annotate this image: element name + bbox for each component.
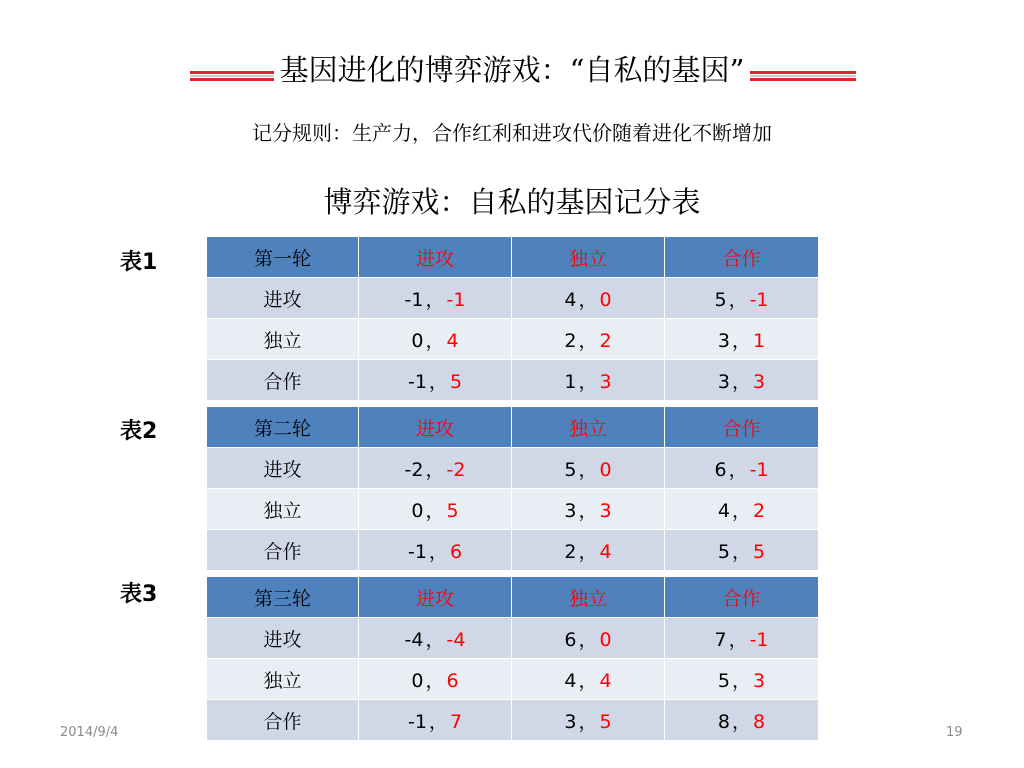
table-row bbox=[207, 278, 819, 319]
own-score: 2 bbox=[564, 329, 577, 352]
own-score: 4 bbox=[564, 288, 577, 311]
score-table-heading: 博弈游戏：自私的基因记分表 bbox=[323, 185, 701, 219]
table-row bbox=[207, 659, 819, 700]
opponent-score: 1 bbox=[753, 329, 766, 352]
opponent-score: 5 bbox=[446, 499, 459, 522]
score-cell bbox=[512, 659, 665, 700]
own-score: -1 bbox=[407, 540, 427, 563]
opponent-score: -1 bbox=[749, 628, 769, 651]
round-label: 第一轮 bbox=[207, 237, 359, 278]
footer-date: 2014/9/4 bbox=[60, 725, 119, 740]
score-separator: ， bbox=[578, 288, 598, 311]
score-cell bbox=[359, 319, 512, 360]
score-cell bbox=[359, 618, 512, 659]
table-header-row bbox=[207, 237, 819, 278]
own-score: 0 bbox=[411, 329, 424, 352]
opponent-score: 5 bbox=[449, 370, 463, 393]
column-header: 合作 bbox=[665, 577, 819, 618]
page-number: 19 bbox=[946, 725, 963, 740]
row-label: 进攻 bbox=[207, 278, 359, 319]
score-separator: ， bbox=[578, 628, 598, 651]
scoring-rule-subtitle: 记分规则：生产力，合作红利和进攻代价随着进化不断增加 bbox=[252, 121, 772, 145]
score-cell bbox=[359, 659, 512, 700]
score-separator: ， bbox=[425, 628, 445, 651]
score-cell bbox=[512, 530, 665, 571]
opponent-score: 0 bbox=[599, 628, 612, 651]
score-cell bbox=[665, 489, 819, 530]
score-cell bbox=[359, 700, 512, 741]
opponent-score: 4 bbox=[446, 329, 459, 352]
column-header: 独立 bbox=[512, 237, 665, 278]
row-label: 合作 bbox=[207, 700, 359, 741]
score-separator: ， bbox=[425, 329, 445, 352]
score-separator: ， bbox=[731, 329, 751, 352]
row-label: 独立 bbox=[207, 319, 359, 360]
opponent-score: 0 bbox=[599, 288, 612, 311]
score-cell bbox=[665, 659, 819, 700]
score-separator: ， bbox=[728, 288, 748, 311]
table-header-row bbox=[207, 407, 819, 448]
opponent-score: -4 bbox=[446, 628, 466, 651]
opponent-score: -1 bbox=[446, 288, 466, 311]
score-separator: ， bbox=[425, 458, 445, 481]
opponent-score: 5 bbox=[599, 710, 612, 733]
score-separator: ， bbox=[578, 329, 598, 352]
opponent-score: 4 bbox=[599, 540, 612, 563]
own-score: 3 bbox=[564, 710, 577, 733]
table-row bbox=[207, 360, 819, 401]
column-header: 独立 bbox=[512, 577, 665, 618]
table-label-1: 表1 bbox=[120, 250, 158, 275]
score-cell bbox=[359, 448, 512, 489]
score-separator: ， bbox=[578, 458, 598, 481]
score-cell bbox=[665, 618, 819, 659]
score-separator: ， bbox=[731, 710, 751, 733]
own-score: 3 bbox=[564, 499, 577, 522]
score-separator: ， bbox=[425, 288, 445, 311]
table-label-3: 表3 bbox=[120, 582, 158, 607]
round-label: 第二轮 bbox=[207, 407, 359, 448]
score-cell bbox=[512, 618, 665, 659]
column-header: 进攻 bbox=[359, 237, 512, 278]
column-header: 进攻 bbox=[359, 577, 512, 618]
score-cell bbox=[665, 448, 819, 489]
table-label-2: 表2 bbox=[120, 419, 158, 444]
table-row bbox=[207, 700, 819, 741]
own-score: 5 bbox=[717, 669, 730, 692]
score-separator: ， bbox=[728, 628, 748, 651]
opponent-score: 5 bbox=[753, 540, 766, 563]
table-row bbox=[207, 448, 819, 489]
score-separator: ， bbox=[731, 540, 751, 563]
own-score: 5 bbox=[714, 288, 727, 311]
table-row bbox=[207, 489, 819, 530]
own-score: 1 bbox=[564, 370, 577, 393]
own-score: 5 bbox=[564, 458, 577, 481]
column-header: 合作 bbox=[665, 237, 819, 278]
table-row bbox=[207, 530, 819, 571]
opponent-score: 3 bbox=[599, 499, 612, 522]
opponent-score: -1 bbox=[749, 288, 769, 311]
own-score: -1 bbox=[407, 370, 427, 393]
column-header: 合作 bbox=[665, 407, 819, 448]
own-score: 3 bbox=[717, 329, 730, 352]
score-separator: ， bbox=[428, 370, 448, 393]
own-score: 6 bbox=[564, 628, 577, 651]
own-score: -1 bbox=[407, 710, 427, 733]
opponent-score: 2 bbox=[753, 499, 766, 522]
score-cell bbox=[512, 700, 665, 741]
score-cell bbox=[359, 360, 512, 401]
opponent-score: 8 bbox=[753, 710, 766, 733]
score-cell bbox=[512, 360, 665, 401]
score-cell bbox=[665, 360, 819, 401]
opponent-score: 4 bbox=[599, 669, 612, 692]
score-separator: ， bbox=[428, 710, 448, 733]
own-score: -2 bbox=[404, 458, 424, 481]
row-label: 进攻 bbox=[207, 448, 359, 489]
opponent-score: 7 bbox=[449, 710, 463, 733]
row-label: 进攻 bbox=[207, 618, 359, 659]
score-table-3 bbox=[206, 576, 819, 741]
own-score: 2 bbox=[564, 540, 577, 563]
opponent-score: 6 bbox=[449, 540, 463, 563]
score-separator: ， bbox=[731, 669, 751, 692]
table-row bbox=[207, 618, 819, 659]
opponent-score: 3 bbox=[753, 370, 766, 393]
score-table-2 bbox=[206, 406, 819, 571]
own-score: 5 bbox=[717, 540, 730, 563]
opponent-score: 6 bbox=[446, 669, 459, 692]
opponent-score: 3 bbox=[753, 669, 766, 692]
score-separator: ， bbox=[425, 669, 445, 692]
own-score: 8 bbox=[717, 710, 730, 733]
score-separator: ， bbox=[578, 499, 598, 522]
score-cell bbox=[512, 489, 665, 530]
own-score: -4 bbox=[404, 628, 424, 651]
score-separator: ， bbox=[578, 370, 598, 393]
score-cell bbox=[512, 278, 665, 319]
own-score: 4 bbox=[717, 499, 730, 522]
score-cell bbox=[512, 319, 665, 360]
score-table-1 bbox=[206, 236, 819, 401]
score-cell bbox=[359, 530, 512, 571]
table-header-row bbox=[207, 577, 819, 618]
row-label: 合作 bbox=[207, 360, 359, 401]
score-separator: ， bbox=[731, 370, 751, 393]
score-separator: ， bbox=[578, 669, 598, 692]
row-label: 独立 bbox=[207, 659, 359, 700]
own-score: 6 bbox=[714, 458, 727, 481]
score-cell bbox=[665, 278, 819, 319]
column-header: 独立 bbox=[512, 407, 665, 448]
own-score: 4 bbox=[564, 669, 577, 692]
score-separator: ， bbox=[731, 499, 751, 522]
slide-title bbox=[0, 50, 1024, 90]
score-cell bbox=[665, 530, 819, 571]
score-separator: ， bbox=[425, 499, 445, 522]
own-score: 7 bbox=[714, 628, 727, 651]
table-row bbox=[207, 319, 819, 360]
score-cell bbox=[359, 489, 512, 530]
score-cell bbox=[359, 278, 512, 319]
score-cell bbox=[512, 448, 665, 489]
column-header: 进攻 bbox=[359, 407, 512, 448]
own-score: 3 bbox=[717, 370, 730, 393]
own-score: 0 bbox=[411, 499, 424, 522]
score-cell bbox=[665, 319, 819, 360]
score-separator: ， bbox=[578, 540, 598, 563]
score-separator: ， bbox=[428, 540, 448, 563]
opponent-score: 0 bbox=[599, 458, 612, 481]
slide-title-text: 基因进化的博弈游戏：“自私的基因” bbox=[274, 53, 751, 87]
own-score: -1 bbox=[404, 288, 424, 311]
opponent-score: -2 bbox=[446, 458, 466, 481]
opponent-score: -1 bbox=[749, 458, 769, 481]
row-label: 独立 bbox=[207, 489, 359, 530]
round-label: 第三轮 bbox=[207, 577, 359, 618]
score-separator: ， bbox=[578, 710, 598, 733]
score-cell bbox=[665, 700, 819, 741]
own-score: 0 bbox=[411, 669, 424, 692]
opponent-score: 2 bbox=[599, 329, 612, 352]
score-separator: ， bbox=[728, 458, 748, 481]
row-label: 合作 bbox=[207, 530, 359, 571]
opponent-score: 3 bbox=[599, 370, 612, 393]
